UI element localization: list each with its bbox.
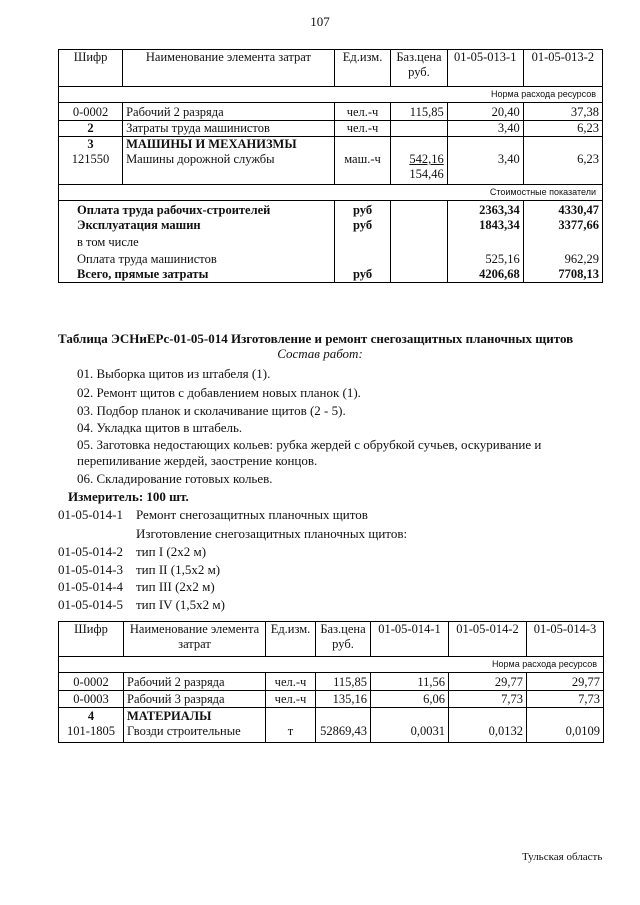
header-price: Баз.цена руб. [316,622,371,657]
header-code: Шифр [59,622,124,657]
measure-unit: Измеритель: 100 шт. [68,489,189,504]
table-row: 0-0003 Рабочий 3 разряда чел.-ч 135,16 6,06 7,73 7,73 [59,691,604,708]
code-name: тип III (2х2 м) [136,579,215,594]
code-number: 01-05-014-2 [58,544,123,559]
header-col2: 01-05-013-2 [523,50,602,87]
table-row: Всего, прямые затраты руб 4206,68 7708,13 [59,267,603,283]
table-row: Оплата труда рабочих-строителей руб 2363,34 4330,47 [59,200,603,218]
code-number: 01-05-014-4 [58,579,123,594]
norm-label: Норма расхода ресурсов [59,657,604,673]
code-name: Изготовление снегозащитных планочных щитов: [136,526,408,541]
table-row: 101-1805 Гвозди строительные т 52869,43 0,0031 0,0132 0,0109 [59,724,604,742]
table-row: Оплата труда машинистов 525,16 962,29 [59,250,603,267]
code-name: Ремонт снегозащитных планочных щитов [136,507,368,522]
composition-subtitle: Состав работ: [277,346,363,361]
work-item: 02. Ремонт щитов с добавлением новых планок (1). [77,385,361,400]
work-item: 05. Заготовка недостающих кольев: рубка жердей с обрубкой сучьев, оскуривание и [77,437,542,452]
work-item: 03. Подбор планок и сколачивание щитов (2 - 5). [77,403,346,418]
header-col1: 01-05-014-1 [371,622,449,657]
header-code: Шифр [59,50,123,87]
table-row: 121550 Машины дорожной службы маш.-ч 542,16 154,46 3,40 6,23 [59,152,603,184]
header-price: Баз.цена руб. [391,50,447,87]
code-number: 01-05-014-1 [58,507,123,522]
table-title: Таблица ЭСНиЕРс-01-05-014 Изготовление и ремонт снегозащитных планочных щитов [58,331,574,346]
header-col3: 01-05-014-3 [527,622,604,657]
code-name: тип I (2х2 м) [136,544,207,559]
header-name: Наименование элемента затрат [123,50,335,87]
work-item: 04. Укладка щитов в штабель. [77,420,243,435]
work-item: 01. Выборка щитов из штабеля (1). [77,366,271,381]
resource-table-014 [58,621,604,743]
work-item: 06. Складирование готовых кольев. [77,471,273,486]
header-unit: Ед.изм. [334,50,390,87]
header-col1: 01-05-013-1 [447,50,523,87]
table-row: 2 Затраты труда машинистов чел.-ч 3,40 6,23 [59,121,603,137]
header-unit: Ед.изм. [266,622,316,657]
table-row: 3 МАШИНЫ И МЕХАНИЗМЫ [59,137,603,153]
header-col2: 01-05-014-2 [449,622,527,657]
header-name: Наименование элемента затрат [124,622,266,657]
cost-label: Стоимостные показатели [59,184,603,200]
page-number: 107 [310,14,330,29]
table-row: 0-0002 Рабочий 2 разряда чел.-ч 115,85 11,56 29,77 29,77 [59,673,604,691]
table-row: 4 МАТЕРИАЛЫ [59,708,604,725]
norm-label: Норма расхода ресурсов [59,87,603,103]
code-number: 01-05-014-5 [58,597,123,612]
code-number: 01-05-014-3 [58,562,123,577]
code-name: тип IV (1,5х2 м) [136,597,225,612]
table-row: в том числе [59,233,603,250]
table-row: 0-0002 Рабочий 2 разряда чел.-ч 115,85 20,40 37,38 [59,103,603,121]
table-row: Эксплуатация машин руб 1843,34 3377,66 [59,218,603,233]
footer-region: Тульская область [522,851,603,863]
resource-table-013 [58,49,603,283]
work-item: перепиливание жердей, заострение концов. [77,453,318,468]
code-name: тип II (1,5х2 м) [136,562,221,577]
